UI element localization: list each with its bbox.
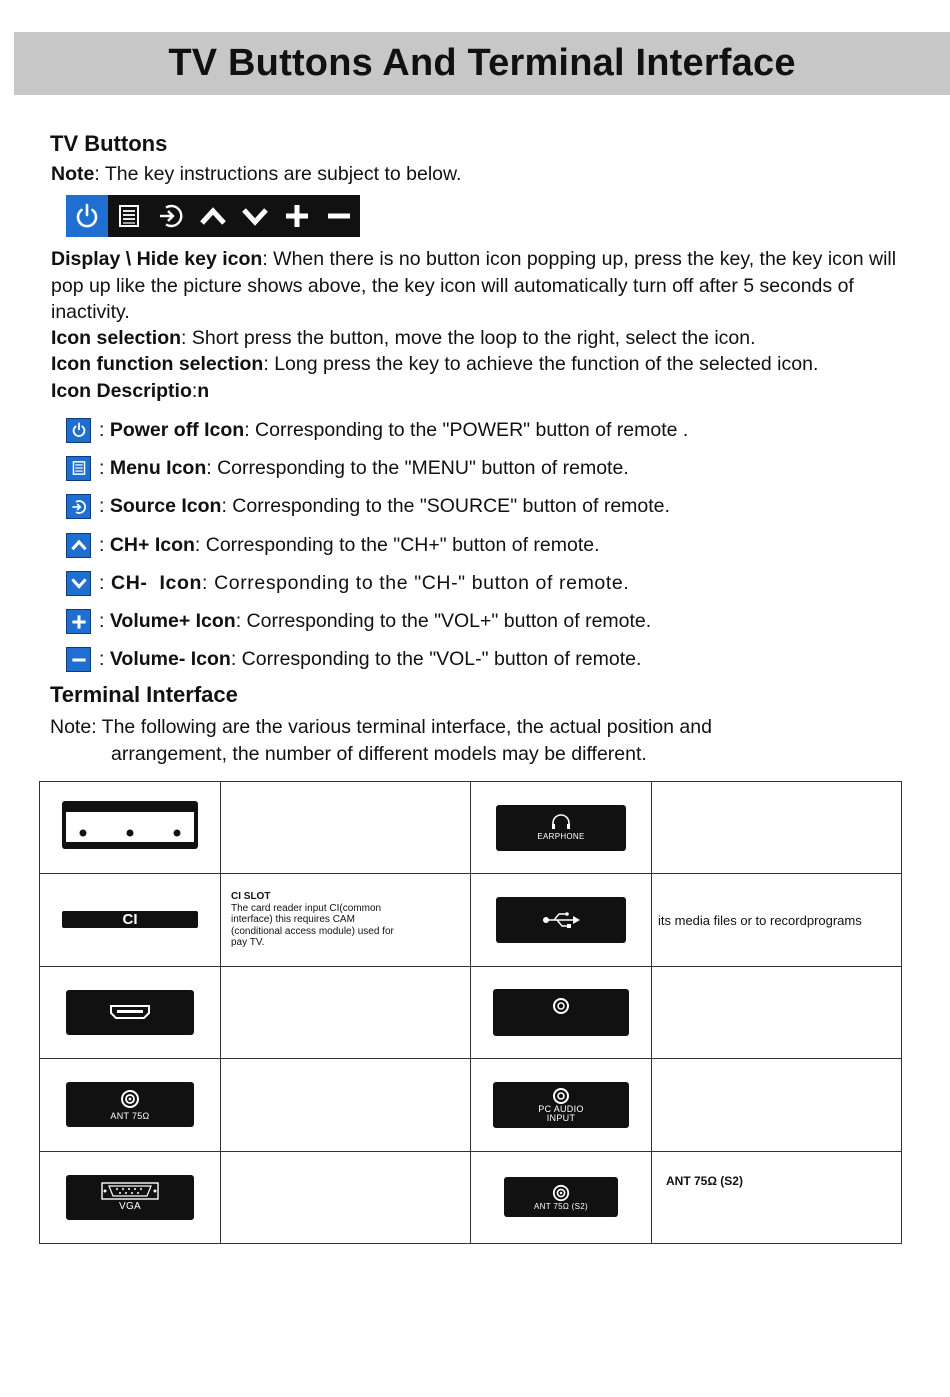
- item-name: Power off Icon: [109, 418, 245, 441]
- volume-plus-icon: [276, 195, 318, 237]
- ant-s2-label: ANT 75Ω (S2): [534, 1201, 588, 1211]
- antenna-jack-icon: [120, 1089, 140, 1109]
- terminal-note-line2: arrangement, the number of different models may be different.: [111, 742, 647, 765]
- ch-down-icon: [66, 571, 91, 596]
- usb-description: its media files or to recordprograms: [658, 912, 862, 928]
- table-cell: [471, 782, 652, 874]
- earphone-port: [496, 805, 626, 851]
- ch-down-icon: [234, 195, 276, 237]
- item-prefix: :: [99, 495, 110, 518]
- power-icon: [66, 418, 91, 443]
- table-cell: [652, 782, 902, 874]
- table-row: [40, 782, 902, 874]
- ch-up-icon: [66, 533, 91, 558]
- menu-icon: [66, 456, 91, 481]
- table-cell: [221, 874, 471, 966]
- item-name: Volume- Icon: [109, 648, 231, 671]
- icon-function-label: Icon function selection: [51, 353, 264, 375]
- table-cell: [471, 1151, 652, 1243]
- audio-jack-icon: [552, 1087, 570, 1105]
- table-cell: [652, 966, 902, 1058]
- jack-icon: [552, 997, 570, 1015]
- list-item: [66, 449, 886, 487]
- title-bar: [14, 32, 950, 95]
- item-text: : Corresponding to the "CH-" button of remote.: [202, 571, 630, 594]
- list-item: [66, 488, 886, 526]
- item-text: : Corresponding to the "CH+" button of remote.: [194, 533, 600, 556]
- menu-icon: [108, 195, 150, 237]
- item-name: Volume+ Icon: [109, 610, 236, 633]
- table-cell: [652, 1059, 902, 1151]
- item-name: Source Icon: [109, 495, 222, 518]
- display-hide-paragraph: [51, 246, 921, 326]
- ch-up-icon: [192, 195, 234, 237]
- coaxial-port: [493, 989, 629, 1036]
- table-row: [40, 1059, 902, 1151]
- icon-description-tail: n: [197, 380, 210, 402]
- icon-function-paragraph: [51, 351, 921, 378]
- terminal-table: [39, 781, 902, 1244]
- table-cell: [471, 1059, 652, 1151]
- table-cell: [40, 966, 221, 1058]
- item-text: : Corresponding to the "VOL-" button of remote.: [230, 648, 642, 671]
- item-text: : Corresponding to the "VOL+" button of remote.: [235, 610, 652, 633]
- item-prefix: :: [99, 533, 110, 556]
- item-prefix: :: [99, 456, 110, 479]
- ci-slot-description: The card reader input CI(common interface) this requires CAM (conditional access module) used for pay TV.: [231, 902, 394, 949]
- vga-label: VGA: [118, 1201, 142, 1213]
- volume-minus-icon: [66, 647, 91, 672]
- power-icon: [66, 195, 108, 237]
- source-icon: [66, 494, 91, 519]
- table-row: [40, 874, 902, 966]
- icon-description-heading: [51, 378, 209, 405]
- ant-label: ANT 75Ω: [110, 1110, 150, 1121]
- pc-audio-port: [493, 1082, 629, 1128]
- slot-port-icon: [61, 800, 199, 850]
- table-cell: [221, 1151, 471, 1243]
- table-cell: [40, 1059, 221, 1151]
- display-hide-text: : When there is no button icon popping up, press the key, the key icon will pop up like the picture shows above, the key icon will automatically turn off after 5 seconds of inactivity.: [51, 248, 897, 323]
- list-item: [66, 526, 886, 564]
- table-row: [40, 966, 902, 1058]
- table-cell: [221, 782, 471, 874]
- icon-selection-label: Icon selection: [51, 327, 182, 349]
- terminal-note: [50, 714, 930, 767]
- table-cell: [221, 1059, 471, 1151]
- ci-port: CI: [62, 911, 198, 928]
- antenna-s2-jack-icon: [552, 1184, 570, 1202]
- table-cell: [40, 1151, 221, 1243]
- table-cell: [221, 966, 471, 1058]
- item-name: CH+ Icon: [109, 533, 195, 556]
- item-text: : Corresponding to the "SOURCE" button of remote.: [221, 495, 670, 518]
- list-item: [66, 411, 886, 449]
- usb-icon: [542, 911, 580, 929]
- table-cell: [471, 966, 652, 1058]
- pc-audio-label-1: PC AUDIO: [538, 1103, 584, 1114]
- table-cell: [652, 874, 902, 966]
- icon-selection-paragraph: [51, 325, 921, 352]
- hdmi-icon: [109, 1004, 151, 1020]
- note-text: : The key instructions are subject to below.: [94, 163, 462, 185]
- hdmi-port: [66, 990, 194, 1035]
- volume-plus-icon: [66, 609, 91, 634]
- tv-buttons-note: [51, 161, 461, 188]
- item-name: CH- Icon: [111, 571, 203, 594]
- icon-description-list: [66, 411, 886, 679]
- table-cell: [40, 782, 221, 874]
- antenna-s2-port: [504, 1177, 618, 1217]
- volume-minus-icon: [318, 195, 360, 237]
- vga-connector-icon: [101, 1182, 159, 1200]
- terminal-heading: Terminal Interface: [50, 682, 238, 707]
- usb-port: [496, 897, 626, 943]
- ci-slot-title: CI SLOT: [231, 891, 271, 903]
- item-text: : Corresponding to the "MENU" button of remote.: [206, 456, 629, 479]
- icon-description-label: Icon Descriptio: [51, 380, 192, 402]
- antenna-port: [66, 1082, 194, 1127]
- list-item: [66, 564, 886, 602]
- tv-buttons-heading: TV Buttons: [50, 131, 168, 156]
- table-row: [40, 1151, 902, 1243]
- item-name: Menu Icon: [109, 456, 207, 479]
- page-title: TV Buttons And Terminal Interface: [168, 42, 796, 84]
- earphone-label: EARPHONE: [537, 832, 585, 842]
- table-cell: [40, 874, 221, 966]
- table-cell: [652, 1151, 902, 1243]
- pc-audio-label-2: INPUT: [546, 1112, 576, 1123]
- list-item: [66, 602, 886, 640]
- source-icon: [150, 195, 192, 237]
- item-prefix: :: [99, 418, 110, 441]
- icon-function-text: : Long press the key to achieve the function of the selected icon.: [263, 353, 819, 375]
- item-text: : Corresponding to the "POWER" button of remote .: [244, 418, 689, 441]
- terminal-note-line1: Note: The following are the various terminal interface, the actual position and: [50, 716, 712, 738]
- item-prefix: :: [99, 610, 110, 633]
- key-icon-strip: [66, 195, 360, 237]
- display-hide-label: Display \ Hide key icon: [51, 248, 263, 270]
- icon-description-sep: :: [191, 380, 198, 402]
- item-prefix: :: [99, 648, 110, 671]
- vga-port: [66, 1175, 194, 1220]
- table-cell: [471, 874, 652, 966]
- note-label: Note: [51, 163, 95, 185]
- headphones-icon: [550, 814, 572, 830]
- item-prefix: :: [99, 571, 112, 594]
- ant-s2-description: ANT 75Ω (S2): [666, 1173, 743, 1188]
- icon-selection-text: : Short press the button, move the loop to the right, select the icon.: [181, 327, 756, 349]
- list-item: [66, 641, 886, 679]
